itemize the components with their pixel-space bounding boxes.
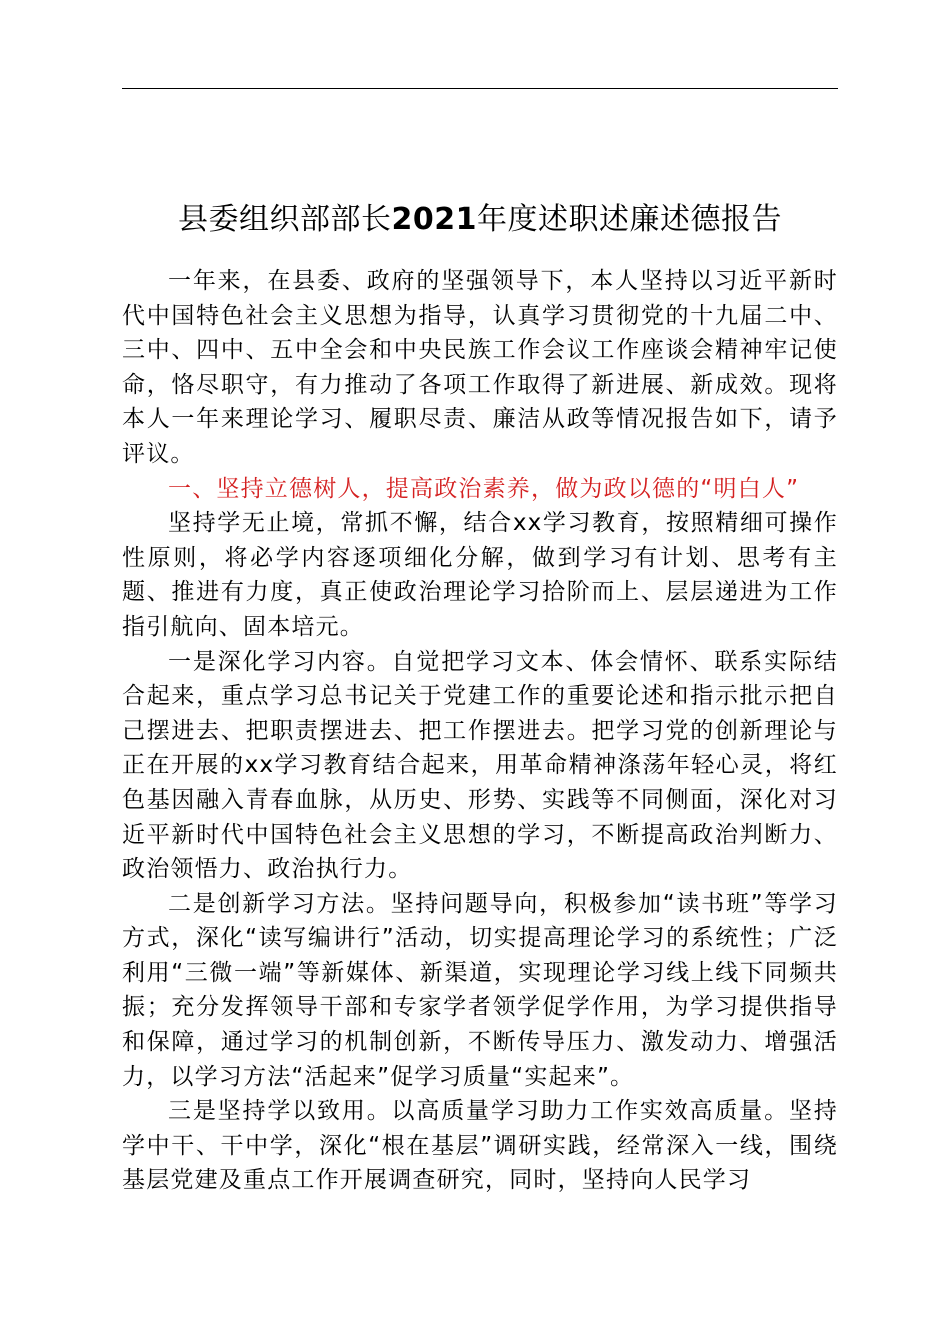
point-1-paragraph: 一是深化学习内容。自觉把学习文本、体会情怀、联系实际结合起来，重点学习总书记关于党建工作的重要论述和指示批示把自己摆进去、把职责摆进去、把工作摆进去。把学习党的创新理论与正在开展的xx学习教育结合起来，用革命精神涤荡年轻心灵，将红色基因融入青春血脉，从历史、形势、实践等不同侧面，深化对习近平新时代中国特色社会主义思想的学习，不断提高政治判断力、政治领悟力、政治执行力。 [122,648,838,883]
title-year: 2021 [391,202,477,238]
title-suffix: 年度述职述廉述德报告 [477,202,782,238]
point-3-paragraph: 三是坚持学以致用。以高质量学习助力工作实效高质量。坚持学中干、干中学，深化“根在基层”调研实践，经常深入一线，围绕基层党建及重点工作开展调查研究，同时，坚持向人民学习 [122,1098,838,1194]
title-prefix: 县委组织部部长 [178,202,392,238]
point-2-paragraph: 二是创新学习方法。坚持问题导向，积极参加“读书班”等学习方式，深化“读写编讲行”活动，切实提高理论学习的系统性；广泛利用“三微一端”等新媒体、新渠道，实现理论学习线上线下同频共振；充分发挥领导干部和专家学者领学促学作用，为学习提供指导和保障，通过学习的机制创新，不断传导压力、激发动力、增强活力，以学习方法“活起来”促学习质量“实起来”。 [122,890,838,1090]
intro-paragraph: 一年来，在县委、政府的坚强领导下，本人坚持以习近平新时代中国特色社会主义思想为指导，认真学习贯彻党的十九届二中、三中、四中、五中全会和中央民族工作会议工作座谈会精神牢记使命，恪尽职守，有力推动了各项工作取得了新进展、新成效。现将本人一年来理论学习、履职尽责、廉洁从政等情况报告如下，请予评议。 [122,268,838,467]
document-body [122,264,838,1198]
document-title [122,196,838,244]
section-heading-1: 一、坚持立德树人，提高政治素养，做为政以德的“明白人” [168,475,800,502]
section-1-paragraph: 坚持学无止境，常抓不懈，结合xx学习教育，按照精细可操作性原则，将必学内容逐项细化分解，做到学习有计划、思考有主题、推进有力度，真正使政治理论学习拾阶而上、层层递进为工作指引航向、固本培元。 [122,510,838,640]
header-rule [122,88,838,89]
